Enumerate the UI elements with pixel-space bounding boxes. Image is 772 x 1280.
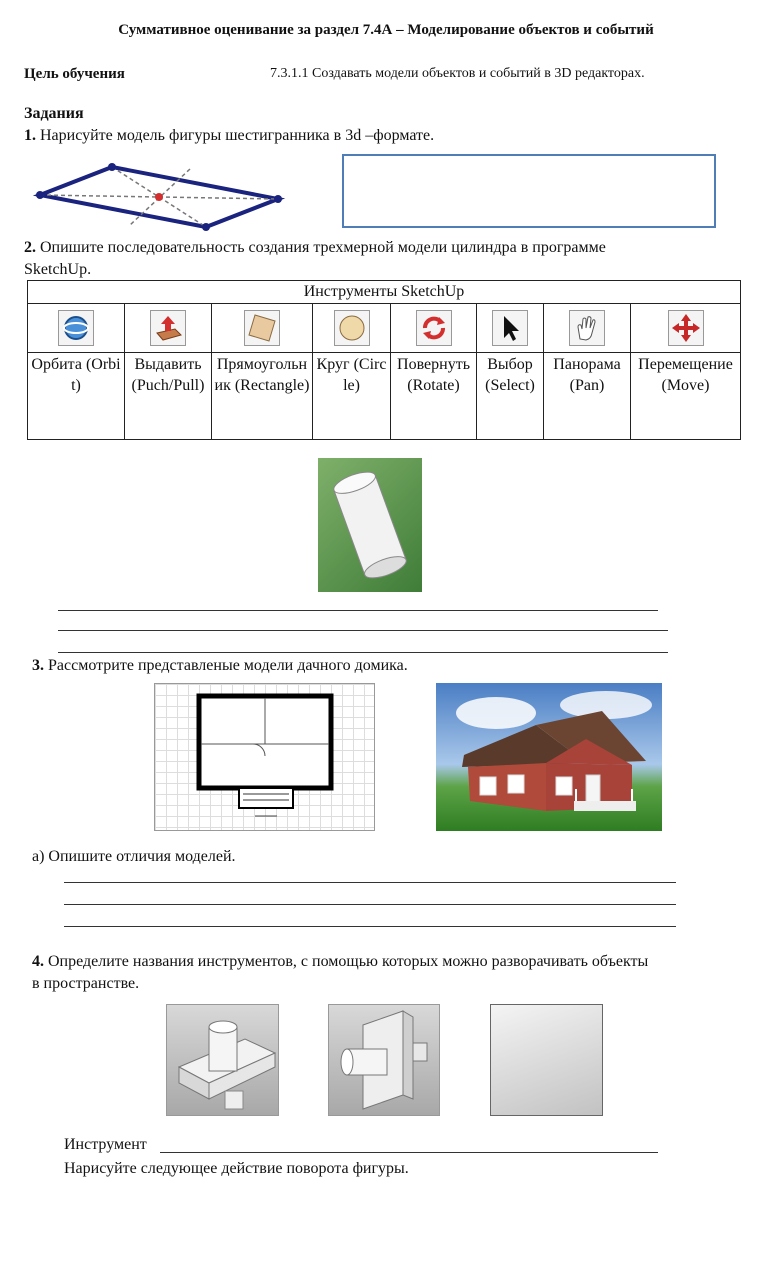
answer-line[interactable] bbox=[58, 652, 668, 653]
tool-cell-rectangle bbox=[212, 304, 313, 353]
tool-label-circle: Круг (Circle) bbox=[313, 353, 391, 440]
question-3 bbox=[32, 655, 408, 677]
question-4 bbox=[32, 951, 648, 995]
answer-line[interactable] bbox=[64, 882, 676, 883]
answer-box[interactable] bbox=[342, 154, 716, 228]
question-4-number: 4. bbox=[32, 953, 44, 970]
tool-cell-rotate bbox=[391, 304, 477, 353]
rotation-drawing-area[interactable] bbox=[490, 1004, 603, 1116]
tools-table-header: Инструменты SketchUp bbox=[28, 281, 741, 304]
question-4-text-line1: Определите названия инструментов, с помощью которых можно разворачивать объекты bbox=[44, 953, 649, 970]
tool-cell-pan bbox=[544, 304, 631, 353]
answer-line[interactable] bbox=[58, 610, 658, 611]
question-4-text-line2: в пространстве. bbox=[32, 975, 140, 992]
tool-label-rectangle: Прямоугольник (Rectangle) bbox=[212, 353, 313, 440]
question-1-text: Нарисуйте модель фигуры шестигранника в 3d –формате. bbox=[36, 127, 435, 144]
rotation-image-2 bbox=[328, 1004, 440, 1116]
rotation-image-1 bbox=[166, 1004, 279, 1116]
tool-label-rotate: Повернуть (Rotate) bbox=[391, 353, 477, 440]
question-2-text-line1: Опишите последовательность создания трехмерной модели цилиндра в программе bbox=[36, 239, 606, 256]
instrument-row bbox=[64, 1134, 147, 1156]
question-3-text: Рассмотрите представленые модели дачного домика. bbox=[44, 657, 408, 674]
tasks-heading: Задания bbox=[24, 105, 84, 122]
answer-line[interactable] bbox=[58, 630, 668, 631]
tool-cell-select bbox=[477, 304, 544, 353]
tools-table bbox=[27, 280, 741, 440]
cylinder-image bbox=[318, 458, 422, 592]
question-2 bbox=[24, 237, 606, 281]
tool-label-pan: Панорама (Pan) bbox=[544, 353, 631, 440]
page-title: Суммативное оценивание за раздел 7.4А – Моделирование объектов и событий bbox=[118, 22, 654, 38]
tool-label-orbit: Орбита (Orbit) bbox=[28, 353, 125, 440]
rectangle-icon bbox=[244, 310, 280, 346]
house-3d-image bbox=[436, 683, 662, 831]
tool-cell-circle bbox=[313, 304, 391, 353]
answer-line[interactable] bbox=[64, 904, 676, 905]
question-2-number: 2. bbox=[24, 239, 36, 256]
draw-rotation-text: Нарисуйте следующее действие поворота фигуры. bbox=[64, 1160, 409, 1177]
select-icon bbox=[492, 310, 528, 346]
floor-plan-image bbox=[154, 683, 375, 831]
answer-line[interactable] bbox=[64, 926, 676, 927]
tool-label-select: Выбор (Select) bbox=[477, 353, 544, 440]
goal-label: Цель обучения bbox=[24, 66, 125, 82]
orbit-icon bbox=[58, 310, 94, 346]
tool-cell-push-pull bbox=[125, 304, 212, 353]
question-1-number: 1. bbox=[24, 127, 36, 144]
question-3-number: 3. bbox=[32, 657, 44, 674]
hexagon-figure bbox=[30, 155, 290, 240]
tool-cell-orbit bbox=[28, 304, 125, 353]
move-icon bbox=[668, 310, 704, 346]
circle-icon bbox=[334, 310, 370, 346]
tool-label-push-pull: Выдавить (Puch/Pull) bbox=[125, 353, 212, 440]
goal-text: 7.3.1.1 Создавать модели объектов и событий в 3D редакторах. bbox=[270, 66, 645, 81]
tool-label-move: Перемещение (Move) bbox=[631, 353, 741, 440]
instrument-answer-line[interactable] bbox=[160, 1152, 658, 1153]
instrument-label: Инструмент bbox=[64, 1136, 147, 1153]
rotate-icon bbox=[416, 310, 452, 346]
question-3a: а) Опишите отличия моделей. bbox=[32, 848, 236, 865]
question-1 bbox=[24, 125, 434, 147]
push-pull-icon bbox=[150, 310, 186, 346]
pan-icon bbox=[569, 310, 605, 346]
question-2-text-line2: SketchUp. bbox=[24, 261, 92, 278]
tool-cell-move bbox=[631, 304, 741, 353]
